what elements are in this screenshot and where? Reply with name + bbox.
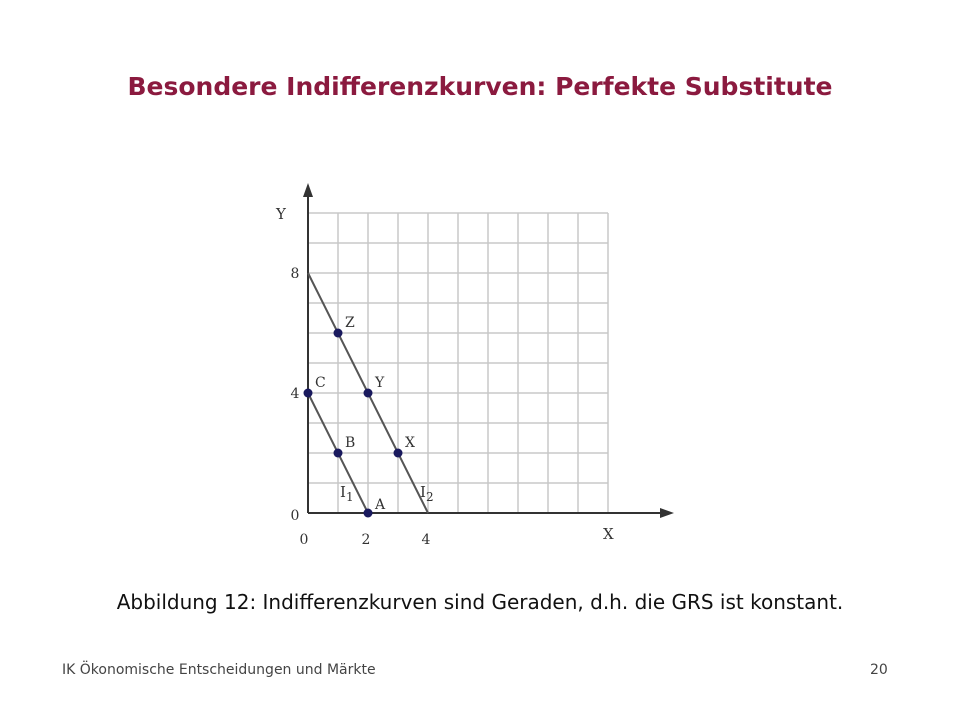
y-tick-label: 8 <box>290 266 300 282</box>
point-y <box>364 389 373 398</box>
y-tick-label: 0 <box>290 508 300 524</box>
point-label-x: X <box>405 435 415 451</box>
point-label-y: Y <box>375 375 385 391</box>
point-label-a: A <box>375 497 386 513</box>
point-label-z: Z <box>345 315 355 331</box>
y-axis-arrow <box>303 183 313 197</box>
point-x <box>394 449 403 458</box>
x-tick-label: 4 <box>421 532 431 548</box>
point-z <box>334 329 343 338</box>
x-axis-arrow <box>660 508 674 518</box>
slide-title: Besondere Indifferenzkurven: Perfekte Substitute <box>127 72 833 101</box>
point-a <box>364 509 373 518</box>
figure-caption: Abbildung 12: Indifferenzkurven sind Geraden, d.h. die GRS ist konstant. <box>116 590 844 614</box>
page-number: 20 <box>870 662 888 678</box>
point-label-b: B <box>345 435 356 451</box>
curve-label-i2: $I_2$ <box>420 483 434 504</box>
y-axis-label: Y <box>276 205 286 223</box>
y-tick-label: 4 <box>290 386 300 402</box>
footer-course-title: IK Ökonomische Entscheidungen und Märkte <box>62 662 376 678</box>
x-axis-label: X <box>603 525 614 543</box>
point-c <box>304 389 313 398</box>
x-tick-label: 2 <box>361 532 371 548</box>
point-label-c: C <box>315 375 326 391</box>
curve-label-i1: $I_1$ <box>340 483 354 504</box>
x-tick-label: 0 <box>299 532 309 548</box>
indifference-curve-chart <box>260 175 690 560</box>
point-b <box>334 449 343 458</box>
